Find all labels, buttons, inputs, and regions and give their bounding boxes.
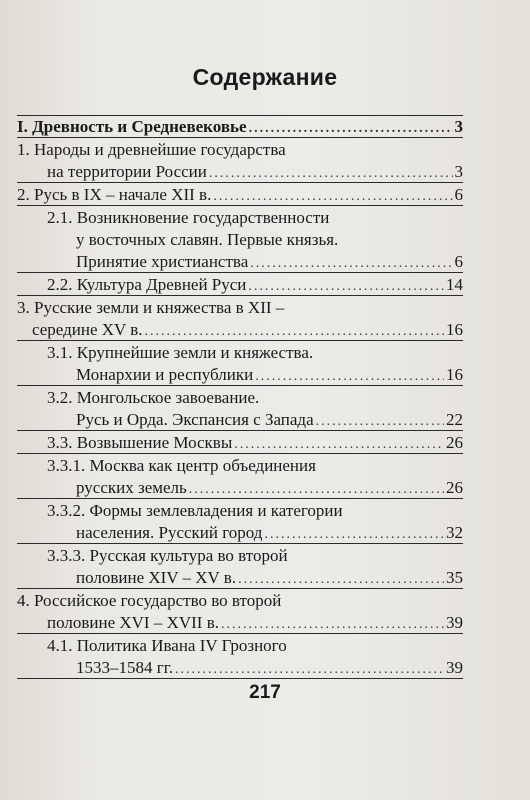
toc-entry-text: 2. Русь в IX – начале XII в. bbox=[17, 185, 212, 204]
toc-entry-text: 3.3. Возвышение Москвы bbox=[47, 433, 233, 452]
toc-entry-page: 26 bbox=[446, 478, 463, 497]
toc-entry-text: Принятие христианства bbox=[76, 252, 249, 271]
toc-entry-page: 39 bbox=[446, 658, 463, 677]
toc-entry bbox=[47, 635, 287, 657]
toc-entry-text: половине XVI – XVII в. bbox=[47, 613, 219, 632]
divider bbox=[17, 272, 463, 273]
toc-entry-text: 1. Народы и древнейшие государства bbox=[17, 140, 286, 159]
divider bbox=[17, 633, 463, 634]
toc-entry-page: 16 bbox=[446, 365, 463, 384]
toc-entry-text: 2.1. Возникновение государственности bbox=[47, 208, 330, 227]
divider bbox=[17, 137, 463, 138]
divider bbox=[17, 543, 463, 544]
toc-entry-text: середине XV в. bbox=[32, 320, 143, 339]
toc-entry-text: у восточных славян. Первые князья. bbox=[76, 230, 339, 249]
toc-entry-text: Русь и Орда. Экспансия с Запада bbox=[76, 410, 314, 429]
page-title: Содержание bbox=[192, 64, 338, 90]
toc-entry-text: 4.1. Политика Ивана IV Грозного bbox=[47, 636, 287, 655]
divider bbox=[17, 340, 463, 341]
toc-entry bbox=[17, 297, 284, 319]
divider bbox=[17, 385, 463, 386]
toc-entry bbox=[17, 139, 286, 161]
toc-entry-page: 26 bbox=[446, 433, 463, 452]
toc-entry bbox=[17, 590, 281, 612]
toc-entry-text: населения. Русский город bbox=[76, 523, 263, 542]
toc-entry-text: 1533–1584 гг. bbox=[76, 658, 174, 677]
toc-entry-page: 6 bbox=[454, 185, 463, 204]
toc-entry-page: 32 bbox=[446, 523, 463, 542]
toc-entry-page: 16 bbox=[446, 320, 463, 339]
divider bbox=[17, 588, 463, 589]
toc-entry-cont bbox=[76, 229, 338, 251]
toc-entry-text: 3. Русские земли и княжества в XII – bbox=[17, 298, 285, 317]
toc-entry-text: половине XIV – XV в. bbox=[76, 568, 237, 587]
toc-entry-text: Монархии и республики bbox=[76, 365, 254, 384]
toc-entry-page: 14 bbox=[446, 275, 463, 294]
divider bbox=[17, 498, 463, 499]
toc-entry-text: 3.3.1. Москва как центр объединения bbox=[47, 456, 316, 475]
toc-entry-page: 6 bbox=[454, 252, 463, 271]
divider bbox=[17, 295, 463, 296]
divider bbox=[17, 453, 463, 454]
toc-entry-text: 3.2. Монгольское завоевание. bbox=[47, 388, 260, 407]
toc-entry-page: 22 bbox=[446, 410, 463, 429]
toc-entry bbox=[47, 387, 259, 409]
toc-entry-page: 3 bbox=[454, 117, 463, 136]
toc-entry-page: 35 bbox=[446, 568, 463, 587]
toc-entry bbox=[47, 207, 329, 229]
divider bbox=[17, 678, 463, 679]
toc-entry-text: 3.1. Крупнейшие земли и княжества. bbox=[47, 343, 314, 362]
toc-entry-page: 3 bbox=[454, 162, 463, 181]
toc-entry-text: 3.3.3. Русская культура во второй bbox=[47, 546, 288, 565]
toc-entry-text: русских земель bbox=[76, 478, 187, 497]
divider bbox=[17, 182, 463, 183]
toc-entry-text: I. Древность и Средневековье bbox=[17, 117, 247, 136]
toc-entry bbox=[47, 342, 313, 364]
toc-entry bbox=[47, 500, 343, 522]
divider bbox=[17, 430, 463, 431]
toc-entry-text: 4. Российское государство во второй bbox=[17, 591, 282, 610]
toc-entry bbox=[47, 455, 316, 477]
toc-entry-text: 3.3.2. Формы землевладения и категории bbox=[47, 501, 343, 520]
toc-entry-text: на территории России bbox=[47, 162, 207, 181]
divider bbox=[17, 205, 463, 206]
toc-entry-page: 39 bbox=[446, 613, 463, 632]
toc-entry bbox=[47, 545, 288, 567]
page-number: 217 bbox=[249, 682, 281, 703]
toc-entry-text: 2.2. Культура Древней Руси bbox=[47, 275, 247, 294]
